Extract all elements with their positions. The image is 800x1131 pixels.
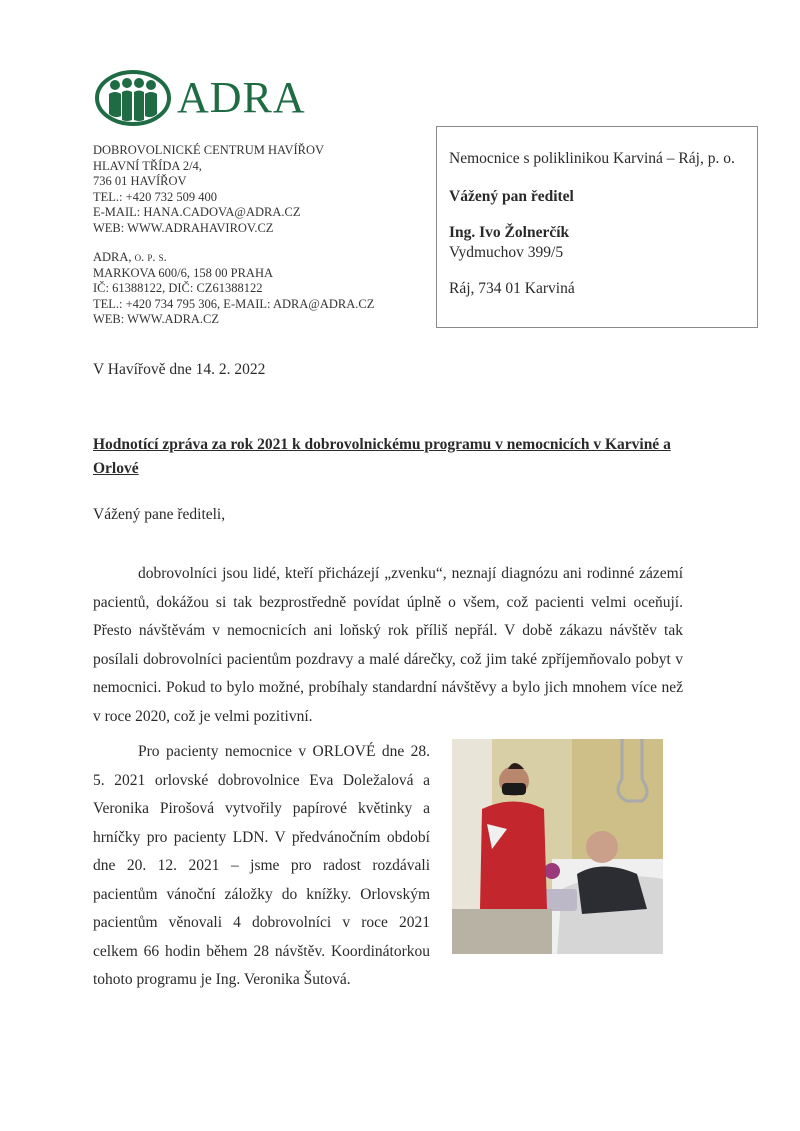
sender-web: WEB: WWW.ADRA.CZ — [93, 312, 220, 326]
sender-line: ADRA, o. p. s. — [93, 250, 167, 264]
recipient-name: Ing. Ivo Žolnerčík — [449, 224, 570, 241]
body-paragraph: dobrovolníci jsou lidé, kteří přicházejí „zvenku“, neznají diagnózu ani rodinné zázemí pacientů, dokážou si tak bezprostředně povídat úplně o všem, což pacienti velmi oceňují. Přesto návštěvám v nemocnicích ani loňský rok příliš nepřál. V době zákazu návštěv tak posílali dobrovolníci pacientům pozdravy a malé dárečky, což jim také zpříjemňovalo pobyt v nemocnici. Pokud to bylo možné, probíhaly standardní návštěvy a bylo jich mnohem více než v roce 2020, což je velmi pozitivní. — [93, 565, 683, 725]
adra-hands-icon — [95, 70, 171, 126]
recipient-institution: Nemocnice s poliklinikou Karviná – Ráj, p. o. — [449, 150, 735, 167]
sender-local-address — [93, 143, 324, 236]
recipient-city: Ráj, 734 01 Karviná — [449, 280, 575, 297]
sender-phone: TEL.: +420 732 509 400 — [93, 189, 218, 204]
sender-line: 736 01 HAVÍŘOV — [93, 174, 187, 188]
adra-logo — [95, 70, 306, 126]
recipient-street: Vydmuchov 399/5 — [449, 244, 564, 261]
sender-web: WEB: WWW.ADRAHAVIROV.CZ — [93, 220, 274, 235]
photo-illustration — [452, 739, 663, 954]
sender-line: MARKOVA 600/6, 158 00 PRAHA — [93, 265, 274, 280]
volunteer-photo — [452, 739, 663, 954]
recipient-salutation: Vážený pan ředitel — [449, 188, 574, 205]
sender-line: IČ: 61388122, DIČ: CZ61388122 — [93, 281, 263, 295]
letter-date: V Havířově dne 14. 2. 2022 — [93, 361, 266, 378]
sender-phone-email: TEL.: +420 734 795 306, E-MAIL: ADRA@ADRA.CZ — [93, 296, 375, 311]
letter-greeting: Vážený pane řediteli, — [93, 506, 226, 523]
sender-line: HLAVNÍ TŘÍDA 2/4, — [93, 158, 202, 173]
sender-line: DOBROVOLNICKÉ CENTRUM HAVÍŘOV — [93, 143, 325, 157]
letter-subject: Hodnotící zpráva za rok 2021 k dobrovolnickému programu v nemocnicích v Karviné a Orlové — [93, 436, 671, 477]
body-paragraph: Pro pacienty nemocnice v ORLOVÉ dne 28. 5. 2021 orlovské dobrovolnice Eva Doležalová a Veronika Pirošová vytvořily papírové květinky a hrníčky pro pacienty LDN. V předvánočním období dne 20. 12. 2021 – jsme pro radost rozdávali pacientům vánoční záložky do knížky. Orlovským pacientům věnovali 4 dobrovolníci v roce 2021 celkem 66 hodin během 28 návštěv. Koordinátorkou tohoto programu je Ing. Veronika Šutová. — [93, 743, 430, 988]
recipient-address-box — [436, 126, 758, 328]
logo-text: ADRA — [177, 73, 306, 122]
sender-email: E-MAIL: HANA.CADOVA@ADRA.CZ — [93, 205, 301, 219]
sender-hq-address — [93, 250, 374, 328]
